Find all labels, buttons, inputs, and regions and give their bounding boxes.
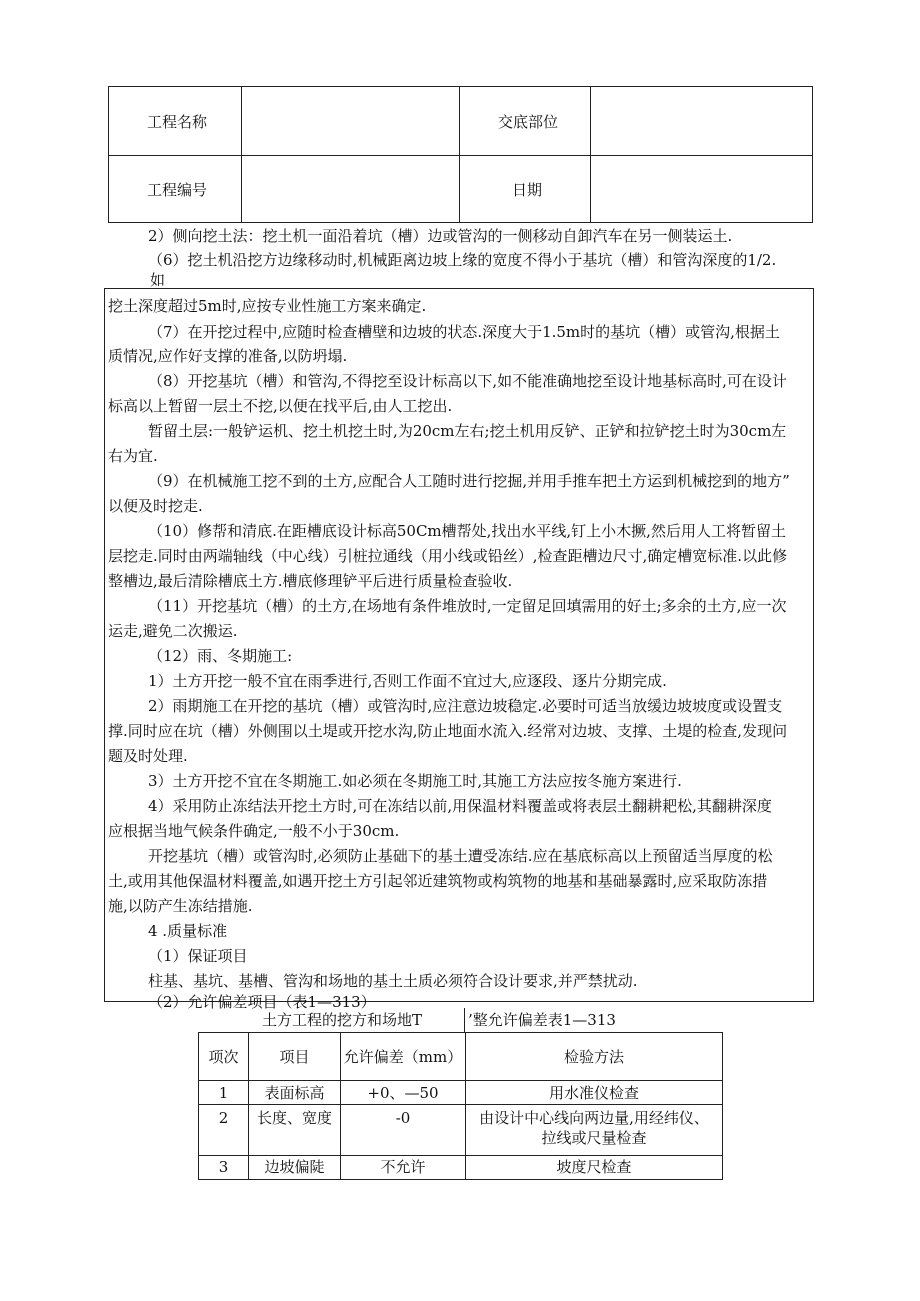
row-3-tolerance: 不允许 (341, 1155, 466, 1179)
body-line-10: （10）修帮和清底.在距槽底设计标高50Cm槽帮处,找出水平线,钉上小木撅,然后用人工将暂留土 (148, 522, 786, 540)
table-header-row (199, 1033, 723, 1081)
table-row (199, 1155, 723, 1179)
table-row (199, 1081, 723, 1105)
row-3-item: 边坡偏陡 (249, 1155, 341, 1179)
body-line-2: （7）在开挖过程中,应随时检查槽壁和边坡的状态.深度大于1.5m时的基坑（槽）或管沟,根据土 (148, 323, 780, 341)
body-line-25: 施,以防产生冻结措施. (108, 897, 253, 915)
body-line-20: 3）土方开挖不宜在冬期施工.如必须在冬期施工时,其施工方法应按冬施方案进行. (148, 772, 682, 790)
project-no-value (242, 156, 460, 223)
body-line-21: 4）采用防止冻结法开挖土方时,可在冻结以前,用保温材料覆盖或将表层土翻耕耙松,其翻耕深度 (148, 797, 772, 815)
body-line-26: 4 .质量标准 (148, 922, 228, 940)
date-value (591, 156, 813, 223)
row-3-method: 坡度尺检查 (466, 1155, 723, 1179)
row-2-tolerance: -0 (341, 1105, 466, 1155)
body-line-1: 挖土深度超过5m时,应按专业性施工方案来确定. (108, 297, 427, 315)
project-name-label: 工程名称 (109, 87, 242, 156)
body-line-9: 以便及时挖走. (108, 497, 203, 515)
row-1-tolerance: +0、—50 (341, 1081, 466, 1105)
body-line-22: 应根据当地气候条件确定,一般不小于30cm. (108, 822, 400, 840)
header-cell-index: 项次 (199, 1033, 249, 1081)
body-line-12: 整槽边,最后清除槽底土方.槽底修理铲平后进行质量检查验收. (108, 572, 513, 590)
body-line-23: 开挖基坑（槽）或管沟时,必须防止基础下的基土遭受冻结.应在基底标高以上预留适当厚度的松 (148, 847, 773, 865)
date-label: 日期 (460, 156, 591, 223)
pre-line-3: 如 (150, 271, 166, 289)
row-2-method (466, 1105, 723, 1155)
caption-divider (464, 1008, 465, 1032)
body-line-18: 撑.同时应在坑（槽）外侧围以土堤或开挖水沟,防止地面水流入.经常对边坡、支撑、土堤的检查,发现问 (108, 722, 788, 740)
body-line-3: 质情况,应作好支撑的准备,以防坍塌. (108, 347, 348, 365)
body-line-19: 题及时处理. (108, 747, 188, 765)
body-line-28: 柱基、基坑、基槽、管沟和场地的基土土质必须符合设计要求,并严禁扰动. (148, 972, 638, 990)
header-cell-item: 项目 (249, 1033, 341, 1081)
body-line-7: 右为宜. (108, 447, 158, 465)
header-table (108, 86, 813, 223)
body-line-11: 层挖走.同时由两端轴线（中心线）引桩拉通线（用小线或铅丝）,检查距槽边尺寸,确定槽宽标准.以此修 (108, 547, 788, 565)
body-line-16: 1）土方开挖一般不宜在雨季进行,否则工作面不宜过大,应逐段、逐片分期完成. (148, 672, 667, 690)
body-line-5: 标高以上暂留一层土不挖,以便在找平后,由人工挖出. (108, 397, 453, 415)
row-2-index: 2 (199, 1105, 249, 1155)
body-line-6: 暂留土层:一般铲运机、挖土机挖土时,为20cm左右;挖土机用反铲、正铲和拉铲挖土时为30cm左 (148, 422, 787, 440)
row-1-method: 用水准仪检查 (466, 1081, 723, 1105)
deviation-table (198, 1032, 723, 1180)
row-2-method-line-2: 拉线或尺量检查 (541, 1129, 647, 1148)
table-row (199, 1105, 723, 1155)
body-line-13: （11）开挖基坑（槽）的土方,在场地有条件堆放时,一定留足回填需用的好土;多余的土方,应一次 (148, 597, 787, 615)
row-2-method-line-1: 由设计中心线向两边量,用经纬仪、 (479, 1109, 709, 1128)
header-cell-method: 检验方法 (466, 1033, 723, 1081)
body-line-4: （8）开挖基坑（槽）和管沟,不得挖至设计标高以下,如不能准确地挖至设计地基标高时,可在设计 (148, 372, 787, 390)
header-cell-tolerance: 允许偏差（mm） (341, 1033, 466, 1081)
table-caption-left: 土方工程的挖方和场地T (262, 1011, 423, 1029)
row-2-item: 长度、宽度 (249, 1105, 341, 1155)
project-name-value (242, 87, 460, 156)
row-1-item: 表面标高 (249, 1081, 341, 1105)
handover-part-label: 交底部位 (460, 87, 591, 156)
table-caption-right: ’整允许偏差表1—313 (468, 1011, 616, 1029)
row-3-index: 3 (199, 1155, 249, 1179)
body-line-15: （12）雨、冬期施工: (148, 647, 293, 665)
body-line-17: 2）雨期施工在开挖的基坑（槽）或管沟时,应注意边坡稳定.必要时可适当放缓边坡坡度或设置支 (148, 697, 783, 715)
body-line-8: （9）在机械施工挖不到的土方,应配合人工随时进行挖掘,并用手推车把土方运到机械挖到的地方” (148, 472, 790, 490)
row-1-index: 1 (199, 1081, 249, 1105)
body-line-29: （2）允许偏差项目（表1—313） (148, 993, 376, 1011)
body-line-24: 土,或用其他保温材料覆盖,如遇开挖土方引起邻近建筑物或构筑物的地基和基础暴露时,应采取防冻措 (108, 872, 768, 890)
handover-part-value (591, 87, 813, 156)
pre-line-2: （6）挖土机沿挖方边缘移动时,机械距离边坡上缘的宽度不得小于基坑（槽）和管沟深度的1/2. (148, 251, 777, 269)
body-line-27: （1）保证项目 (148, 947, 248, 965)
project-no-label: 工程编号 (109, 156, 242, 223)
body-line-14: 运走,避免二次搬运. (108, 622, 238, 640)
pre-line-1: 2）侧向挖土法：挖土机一面沿着坑（槽）边或管沟的一侧移动自卸汽车在另一侧装运土. (148, 227, 733, 245)
